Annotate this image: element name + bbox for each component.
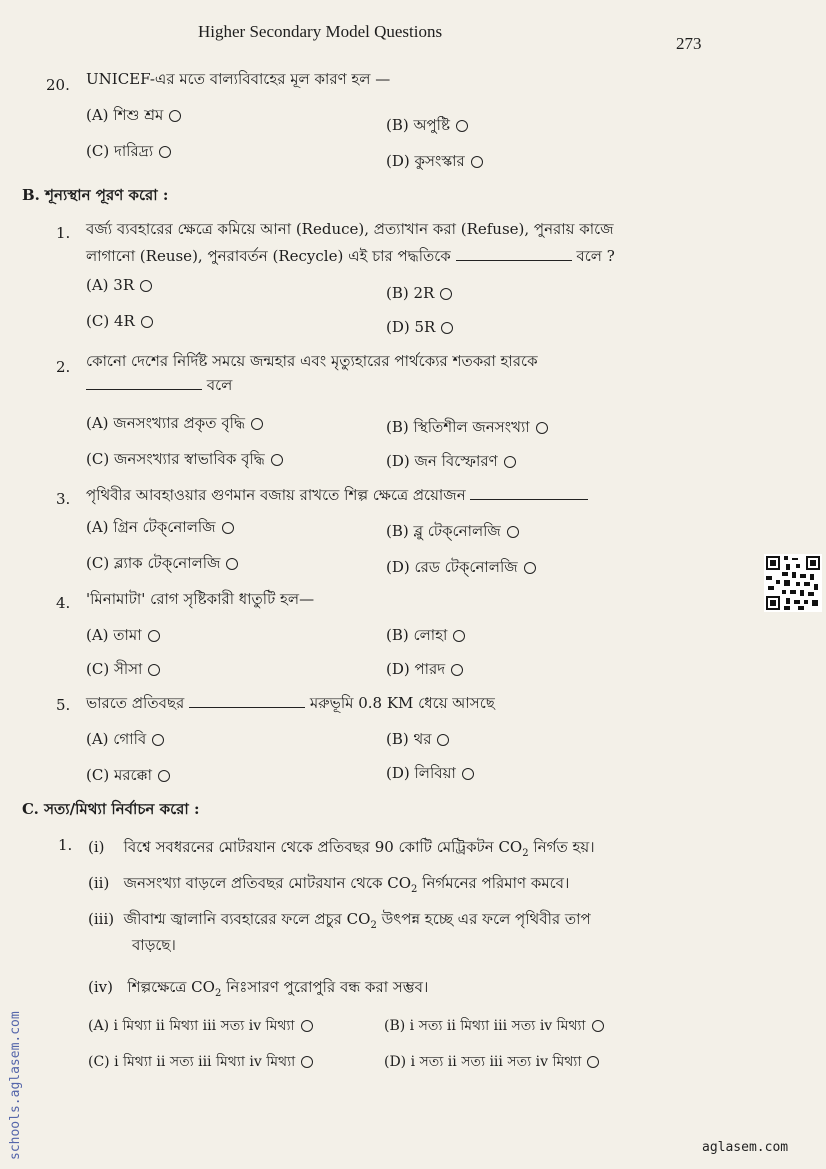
b-q2-option-a[interactable]: (A) জনসংখ্যার প্রকৃত বৃদ্ধি	[86, 412, 263, 437]
b-q3-option-b[interactable]: (B) ব্লু টেক্‌নোলজি	[386, 520, 519, 545]
radio-circle-icon[interactable]	[148, 630, 160, 642]
b-q1-line2: লাগানো (Reuse), পুনরাবর্তন (Recycle) এই চার পদ্ধতিকে বলে ?	[86, 247, 615, 265]
radio-circle-icon[interactable]	[159, 146, 171, 158]
b-q4-option-d[interactable]: (D) পারদ	[386, 658, 463, 683]
c-q1-item-iii: (iii) জীবাশ্ম জ্বালানি ব্যবহারের ফলে প্রচুর $CO_2$ উৎপন্ন হচ্ছে এর ফলে পৃথিবীর তাপ	[88, 910, 591, 931]
b-q3-option-d[interactable]: (D) রেড টেক্‌নোলজি	[386, 556, 536, 581]
b-q4-number: 4.	[56, 594, 71, 612]
answer-blank[interactable]	[470, 485, 588, 500]
radio-circle-icon[interactable]	[507, 526, 519, 538]
c-q1-option-d[interactable]: (D) i সত্য ii সত্য iii সত্য iv মিথ্যা	[384, 1050, 599, 1074]
radio-circle-icon[interactable]	[169, 110, 181, 122]
radio-circle-icon[interactable]	[222, 522, 234, 534]
b-q3-number: 3.	[56, 490, 71, 508]
radio-circle-icon[interactable]	[453, 630, 465, 642]
b-q4-option-c[interactable]: (C) সীসা	[86, 658, 160, 683]
bottom-watermark: aglasem.com	[702, 1140, 789, 1155]
b-q4-option-a[interactable]: (A) তামা	[86, 624, 160, 649]
b-q2-line2: বলে	[86, 372, 232, 399]
radio-circle-icon[interactable]	[226, 558, 238, 570]
radio-circle-icon[interactable]	[440, 288, 452, 300]
b-q1-number: 1.	[56, 224, 71, 242]
c-q1-item-ii: (ii) জনসংখ্যা বাড়লে প্রতিবছর মোটরযান থেকে $CO_2$ নির্গমনের পরিমাণ কমবে।	[88, 874, 570, 895]
b-q2-option-c[interactable]: (C) জনসংখ্যার স্বাভাবিক বৃদ্ধি	[86, 448, 283, 473]
radio-circle-icon[interactable]	[587, 1056, 599, 1068]
b-q5-option-c[interactable]: (C) মরক্কো	[86, 764, 170, 789]
radio-circle-icon[interactable]	[140, 280, 152, 292]
section-c-label: C. সত্য/মিথ্যা নির্বাচন করো :	[22, 800, 200, 818]
page-number: 273	[676, 34, 702, 53]
b-q5-number: 5.	[56, 696, 71, 714]
radio-circle-icon[interactable]	[471, 156, 483, 168]
c-q1-option-b[interactable]: (B) i সত্য ii মিথ্যা iii সত্য iv মিথ্যা	[384, 1014, 604, 1038]
radio-circle-icon[interactable]	[524, 562, 536, 574]
b-q3-line1: পৃথিবীর আবহাওয়ার গুণমান বজায় রাখতে শিল্প ক্ষেত্রে প্রয়োজন	[86, 482, 588, 509]
radio-circle-icon[interactable]	[301, 1056, 313, 1068]
q20-option-c[interactable]: (C) দারিদ্র্য	[86, 140, 171, 165]
b-q1-option-d[interactable]: (D) 5R	[386, 318, 453, 336]
qr-code-icon[interactable]	[764, 554, 822, 612]
b-q3-option-c[interactable]: (C) ব্ল্যাক টেক্‌নোলজি	[86, 552, 238, 577]
q20-option-b[interactable]: (B) অপুষ্টি	[386, 114, 468, 139]
b-q1-option-c[interactable]: (C) 4R	[86, 312, 153, 330]
radio-circle-icon[interactable]	[301, 1020, 313, 1032]
b-q3-option-a[interactable]: (A) গ্রিন টেক্‌নোলজি	[86, 516, 234, 541]
radio-circle-icon[interactable]	[437, 734, 449, 746]
radio-circle-icon[interactable]	[152, 734, 164, 746]
q20-option-d[interactable]: (D) কুসংস্কার	[386, 150, 483, 175]
b-q4-option-b[interactable]: (B) লোহা	[386, 624, 465, 649]
b-q5-option-d[interactable]: (D) লিবিয়া	[386, 762, 474, 787]
q20-text: UNICEF-এর মতে বাল্যবিবাহের মূল কারণ হল —	[86, 70, 391, 88]
radio-circle-icon[interactable]	[271, 454, 283, 466]
b-q5-option-a[interactable]: (A) গোবি	[86, 728, 164, 753]
section-b-label: B. শূন্যস্থান পূরণ করো :	[22, 186, 169, 204]
radio-circle-icon[interactable]	[456, 120, 468, 132]
radio-circle-icon[interactable]	[251, 418, 263, 430]
q20-number: 20.	[46, 76, 70, 94]
radio-circle-icon[interactable]	[141, 316, 153, 328]
c-q1-option-a[interactable]: (A) i মিথ্যা ii মিথ্যা iii সত্য iv মিথ্যা	[88, 1014, 313, 1038]
c-q1-option-c[interactable]: (C) i মিথ্যা ii সত্য iii মিথ্যা iv মিথ্যা	[88, 1050, 313, 1074]
radio-circle-icon[interactable]	[441, 322, 453, 334]
c-q1-number: 1.	[58, 836, 73, 854]
b-q2-option-b[interactable]: (B) স্থিতিশীল জনসংখ্যা	[386, 416, 548, 441]
radio-circle-icon[interactable]	[592, 1020, 604, 1032]
radio-circle-icon[interactable]	[462, 768, 474, 780]
radio-circle-icon[interactable]	[504, 456, 516, 468]
b-q5-line1: ভারতে প্রতিবছর মরুভূমি 0.8 KM ধেয়ে আসছে	[86, 694, 495, 712]
b-q2-line1: কোনো দেশের নির্দিষ্ট সময়ে জন্মহার এবং মৃত্যুহারের পার্থক্যের শতকরা হারকে	[86, 352, 538, 370]
radio-circle-icon[interactable]	[451, 664, 463, 676]
b-q2-option-d[interactable]: (D) জন বিস্ফোরণ	[386, 450, 516, 475]
q20-option-a[interactable]: (A) শিশু শ্রম	[86, 104, 181, 129]
b-q4-line1: 'মিনামাটা' রোগ সৃষ্টিকারী ধাতুটি হল—	[86, 590, 315, 608]
answer-blank[interactable]	[86, 375, 202, 390]
radio-circle-icon[interactable]	[148, 664, 160, 676]
side-watermark: schools.aglasem.com	[8, 1011, 23, 1160]
c-q1-item-iv: (iv) শিল্পক্ষেত্রে $CO_2$ নিঃসারণ পুরোপুরি বন্ধ করা সম্ভব।	[88, 978, 429, 999]
b-q2-number: 2.	[56, 358, 71, 376]
b-q1-option-a[interactable]: (A) 3R	[86, 276, 152, 294]
header-title: Higher Secondary Model Questions	[198, 22, 443, 41]
b-q1-line1: বর্জ্য ব্যবহারের ক্ষেত্রে কমিয়ে আনা (Reduce), প্রত্যাখান করা (Refuse), পুনরায় কাজে	[86, 220, 614, 238]
answer-blank[interactable]	[189, 693, 305, 708]
answer-blank[interactable]	[456, 246, 572, 261]
radio-circle-icon[interactable]	[158, 770, 170, 782]
b-q5-option-b[interactable]: (B) থর	[386, 728, 449, 753]
b-q1-option-b[interactable]: (B) 2R	[386, 284, 452, 302]
c-q1-item-i: (i) বিশ্বে সবধরনের মোটরযান থেকে প্রতিবছর 90 কোটি মেট্রিকটন $CO_2$ নির্গত হয়।	[88, 838, 595, 859]
c-q1-item-iii-line2: বাড়ছে।	[132, 936, 176, 954]
radio-circle-icon[interactable]	[536, 422, 548, 434]
